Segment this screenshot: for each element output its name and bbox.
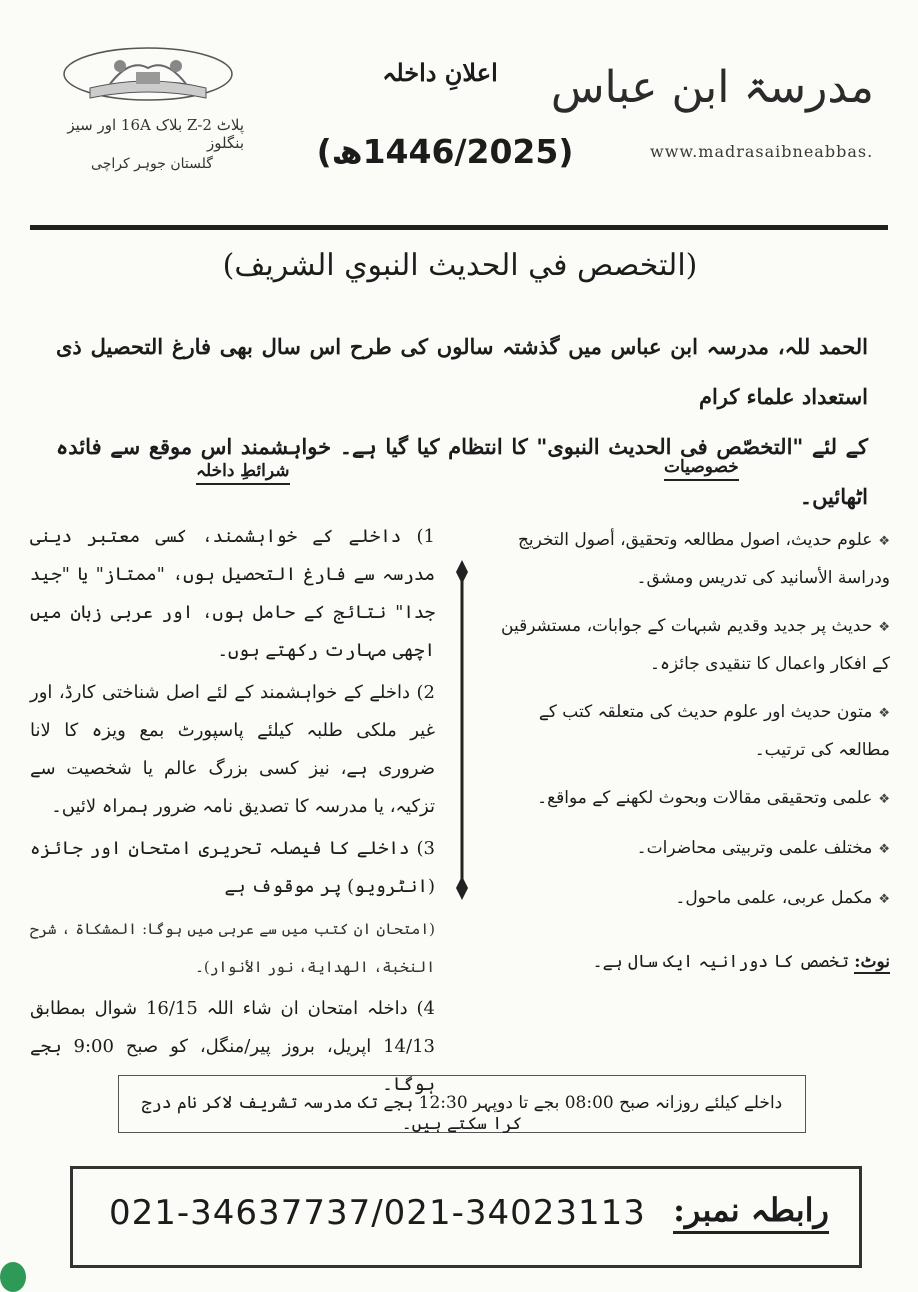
bullet-icon: ❖ xyxy=(878,842,890,857)
features-list xyxy=(490,522,890,980)
intro-line-2: کے لئے "التخصّص فی الحدیث النبوی" کا انتظام کیا گیا ہے۔ خواہشمند اس موقع سے فائدہ اٹھائیں۔ xyxy=(56,434,868,509)
header-divider xyxy=(30,225,888,230)
feature-text: علمی وتحقیقی مقالات وبحوث لکھنے کے مواقع۔ xyxy=(537,788,873,808)
intro-paragraph xyxy=(56,322,868,522)
madrasa-name: مدرسۃ ابن عباس xyxy=(550,62,874,113)
feature-item xyxy=(490,522,890,596)
condition-1: 1) داخلے کے خواہشمند، کسی معتبر دینی مدرسہ سے فارغ التحصیل ہوں، "ممتاز" یا "جید جدا" نتائج کے حامل ہوں، اور عربی زبان میں اچھی مہارت رکھتے ہوں۔ xyxy=(30,526,435,661)
condition-4: 4) داخلہ امتحان ان شاء اللہ 16/15 شوال بمطابق 14/13 اپریل، بروز پیر/منگل، کو صبح 9:00 بجے ہوگا۔ xyxy=(30,998,435,1095)
bullet-icon: ❖ xyxy=(878,534,890,549)
contact-numbers: 021-34637737/021-34023113 xyxy=(109,1193,646,1233)
website-url: www.madrasaibneabbas. xyxy=(650,142,874,161)
program-title: (التخصص في الحديث النبوي الشريف) xyxy=(222,248,698,283)
intro-line-1: الحمد للہ، مدرسہ ابن عباس میں گذشتہ سالوں کی طرح اس سال بھی فارغ التحصیل ذی استعداد علماء کرام xyxy=(56,334,868,409)
feature-item xyxy=(490,694,890,768)
column-divider xyxy=(456,560,468,900)
duration-note xyxy=(490,944,890,980)
bullet-icon: ❖ xyxy=(878,706,890,721)
feature-text: حدیث پر جدید وقدیم شبہات کے جوابات، مستشرقین کے افکار واعمال کا تنقیدی جائزہ۔ xyxy=(501,616,890,674)
academic-year: (1446/2025ھ) xyxy=(316,132,574,171)
condition-3-note: (امتحان ان کتب میں سے عربی میں ہوگا: المشكاة ، شرح النخبة، الهداية، نور الأنوار)۔ xyxy=(30,920,435,976)
timing-notice: داخلے کیلئے روزانہ صبح 08:00 بجے تا دوپہر 12:30 بجے تک مدرسہ تشریف لاکر نام درج کرا سکتے ہیں۔ xyxy=(141,1093,783,1134)
bullet-icon: ❖ xyxy=(878,892,890,907)
feature-item xyxy=(490,608,890,682)
bullet-icon: ❖ xyxy=(878,620,890,635)
note-label: نوٹ: xyxy=(854,952,890,972)
conditions-heading: شرائطِ داخلہ xyxy=(196,460,290,485)
institution-logo xyxy=(60,44,236,110)
conditions-list xyxy=(30,518,435,1108)
address-line-1: پلاٹ Z-2 بلاک 16A اور سیز بنگلوز xyxy=(67,116,244,152)
condition-3: 3) داخلے کا فیصلہ تحریری امتحان اور جائزہ (انٹرویو) پر موقوف ہے xyxy=(30,838,435,897)
timing-notice-box xyxy=(118,1075,806,1133)
features-heading: خصوصیات xyxy=(664,457,739,481)
announcement-title: اعلانِ داخلہ xyxy=(382,58,498,87)
feature-item xyxy=(490,880,890,918)
condition-2: 2) داخلے کے خواہشمند کے لئے اصل شناختی کارڈ، اور غیر ملکی طلبہ کیلئے پاسپورٹ بمع ویزہ کا لانا ضروری ہے، نیز کسی بزرگ عالم یا شخصیت سے تزکیہ، یا مدرسہ کا تصدیق نامہ ضرور ہمراہ لائیں۔ xyxy=(30,682,435,817)
feature-text: مختلف علمی وتربیتی محاضرات۔ xyxy=(636,838,873,858)
feature-item xyxy=(490,780,890,818)
feature-text: متون حدیث اور علوم حدیث کی متعلقہ کتب کے مطالعہ کی ترتیب۔ xyxy=(538,702,890,760)
contact-box xyxy=(70,1166,862,1268)
feature-text: مکمل عربی، علمی ماحول۔ xyxy=(675,888,873,908)
feature-text: علوم حدیث، اصول مطالعہ وتحقیق، أصول التخريج ودراسة الأسانيد کی تدریس ومشق۔ xyxy=(517,530,890,588)
note-text: تخصص کا دورانیہ ایک سال ہے۔ xyxy=(592,952,849,972)
green-dot xyxy=(0,1262,26,1292)
contact-label: رابطہ نمبر: xyxy=(673,1191,829,1234)
bullet-icon: ❖ xyxy=(878,792,890,807)
feature-item xyxy=(490,830,890,868)
address-line-2: گلستان جوہر کراچی xyxy=(91,156,213,172)
